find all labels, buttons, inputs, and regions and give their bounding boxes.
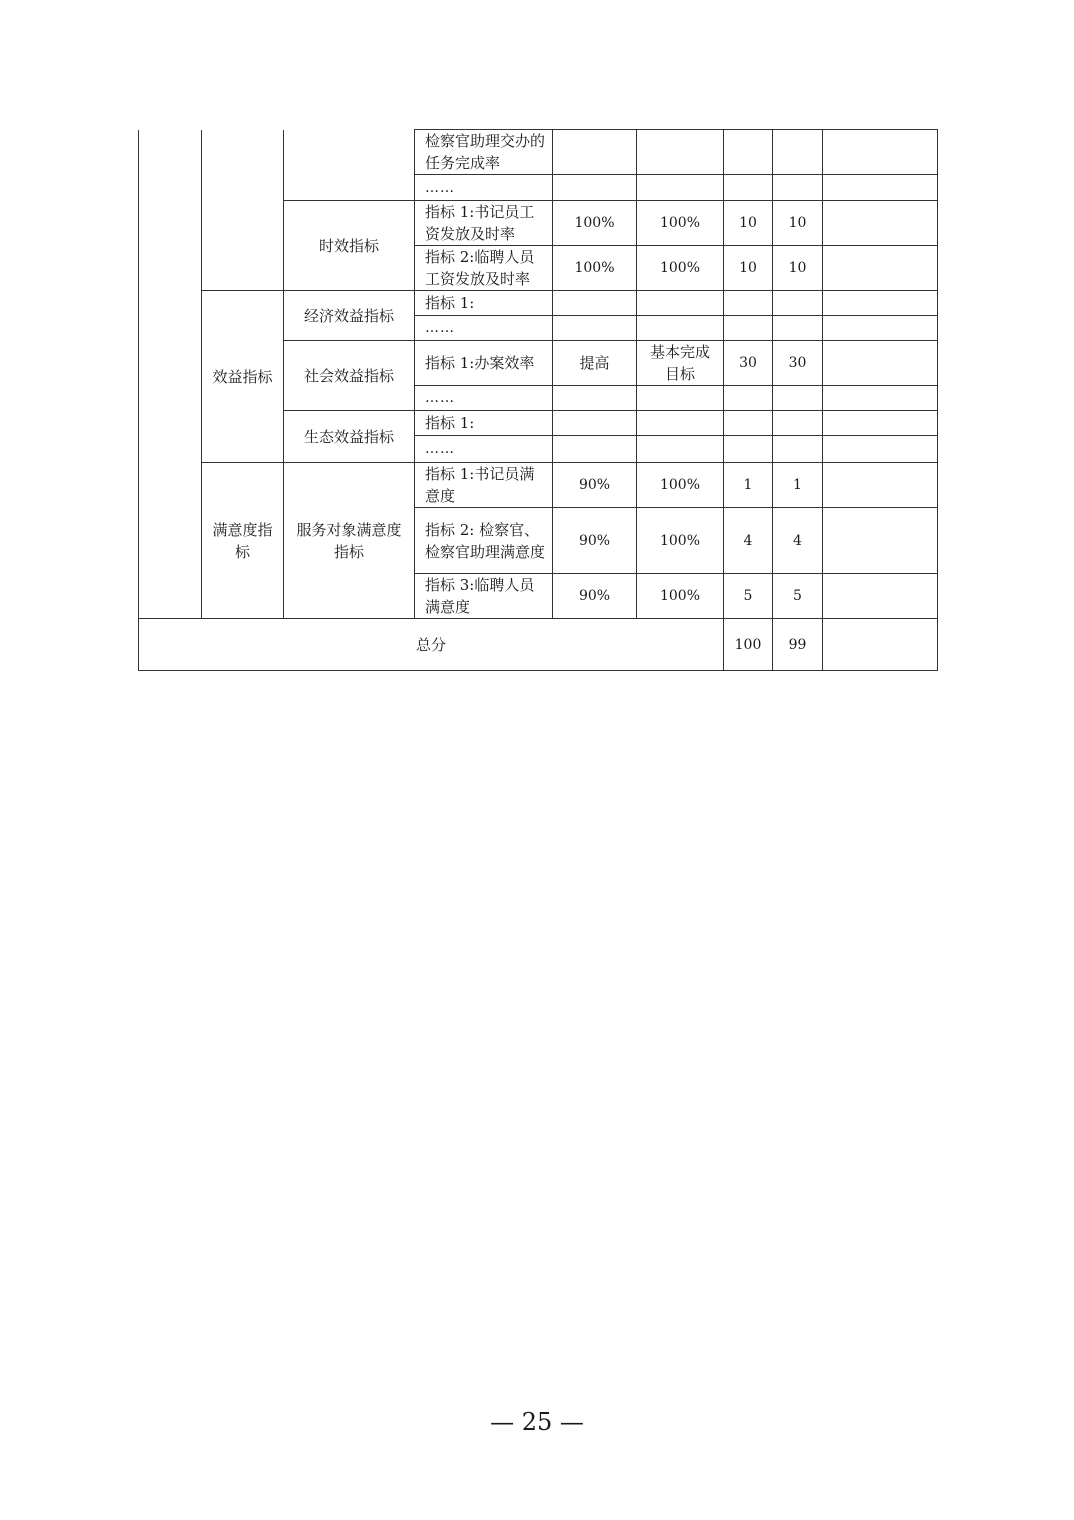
score-cell: 5 [773, 574, 823, 619]
weight-cell [724, 291, 773, 316]
indicator-cell: 指标 1:书记员满意度 [415, 463, 553, 508]
target-cell [553, 436, 637, 463]
target-cell [553, 316, 637, 341]
total-label: 总分 [139, 619, 724, 671]
table-row [139, 130, 938, 175]
total-weight: 100 [724, 619, 773, 671]
total-score: 99 [773, 619, 823, 671]
score-cell: 4 [773, 508, 823, 574]
level2-cell: 服务对象满意度指标 [284, 463, 415, 619]
indicator-cell: 指标 2:临聘人员工资发放及时率 [415, 246, 553, 291]
table-row [139, 291, 938, 316]
performance-evaluation-table [138, 129, 938, 671]
target-cell: 90% [553, 508, 637, 574]
remark-cell [823, 130, 938, 175]
remark-cell [823, 201, 938, 246]
actual-cell: 100% [637, 574, 724, 619]
score-cell: 10 [773, 201, 823, 246]
total-remark [823, 619, 938, 671]
target-cell: 提高 [553, 341, 637, 386]
indicator-cell: …… [415, 316, 553, 341]
actual-cell [637, 175, 724, 201]
page-number: — 25 — [490, 1408, 584, 1436]
actual-cell: 100% [637, 508, 724, 574]
actual-cell [637, 386, 724, 411]
remark-cell [823, 411, 938, 436]
actual-cell: 100% [637, 201, 724, 246]
actual-cell [637, 316, 724, 341]
remark-cell [823, 316, 938, 341]
level1-cell: 效益指标 [202, 291, 284, 463]
score-cell [773, 130, 823, 175]
score-cell [773, 386, 823, 411]
weight-cell: 1 [724, 463, 773, 508]
remark-cell [823, 436, 938, 463]
table-row [139, 463, 938, 508]
score-cell [773, 436, 823, 463]
level0-cell [139, 130, 202, 619]
weight-cell [724, 386, 773, 411]
actual-cell [637, 130, 724, 175]
indicator-cell: …… [415, 175, 553, 201]
level2-cell: 时效指标 [284, 201, 415, 291]
indicator-cell: 指标 1: [415, 411, 553, 436]
level1-cell [202, 130, 284, 291]
weight-cell: 4 [724, 508, 773, 574]
weight-cell [724, 130, 773, 175]
weight-cell [724, 175, 773, 201]
target-cell: 90% [553, 463, 637, 508]
target-cell [553, 386, 637, 411]
target-cell: 100% [553, 246, 637, 291]
score-cell: 1 [773, 463, 823, 508]
remark-cell [823, 175, 938, 201]
score-cell: 30 [773, 341, 823, 386]
target-cell [553, 130, 637, 175]
actual-cell: 基本完成目标 [637, 341, 724, 386]
remark-cell [823, 246, 938, 291]
level2-cell: 生态效益指标 [284, 411, 415, 463]
total-row [139, 619, 938, 671]
level2-cell [284, 130, 415, 201]
actual-cell: 100% [637, 246, 724, 291]
score-cell [773, 411, 823, 436]
weight-cell: 30 [724, 341, 773, 386]
remark-cell [823, 574, 938, 619]
target-cell: 100% [553, 201, 637, 246]
target-cell [553, 175, 637, 201]
score-cell [773, 316, 823, 341]
remark-cell [823, 291, 938, 316]
indicator-cell: 指标 3:临聘人员满意度 [415, 574, 553, 619]
target-cell [553, 291, 637, 316]
weight-cell [724, 316, 773, 341]
weight-cell [724, 436, 773, 463]
remark-cell [823, 341, 938, 386]
indicator-cell: 指标 2: 检察官、检察官助理满意度 [415, 508, 553, 574]
target-cell [553, 411, 637, 436]
weight-cell [724, 411, 773, 436]
remark-cell [823, 508, 938, 574]
remark-cell [823, 386, 938, 411]
target-cell: 90% [553, 574, 637, 619]
weight-cell: 10 [724, 201, 773, 246]
actual-cell [637, 411, 724, 436]
actual-cell [637, 436, 724, 463]
performance-table-wrapper [138, 129, 938, 671]
indicator-cell: …… [415, 436, 553, 463]
score-cell [773, 175, 823, 201]
actual-cell [637, 291, 724, 316]
actual-cell: 100% [637, 463, 724, 508]
score-cell [773, 291, 823, 316]
indicator-cell: 指标 1:书记员工资发放及时率 [415, 201, 553, 246]
indicator-cell: 指标 1:办案效率 [415, 341, 553, 386]
weight-cell: 10 [724, 246, 773, 291]
level2-cell: 经济效益指标 [284, 291, 415, 341]
level2-cell: 社会效益指标 [284, 341, 415, 411]
indicator-cell: 指标 1: [415, 291, 553, 316]
level1-cell: 满意度指标 [202, 463, 284, 619]
weight-cell: 5 [724, 574, 773, 619]
score-cell: 10 [773, 246, 823, 291]
indicator-cell: …… [415, 386, 553, 411]
remark-cell [823, 463, 938, 508]
indicator-cell: 检察官助理交办的任务完成率 [415, 130, 553, 175]
